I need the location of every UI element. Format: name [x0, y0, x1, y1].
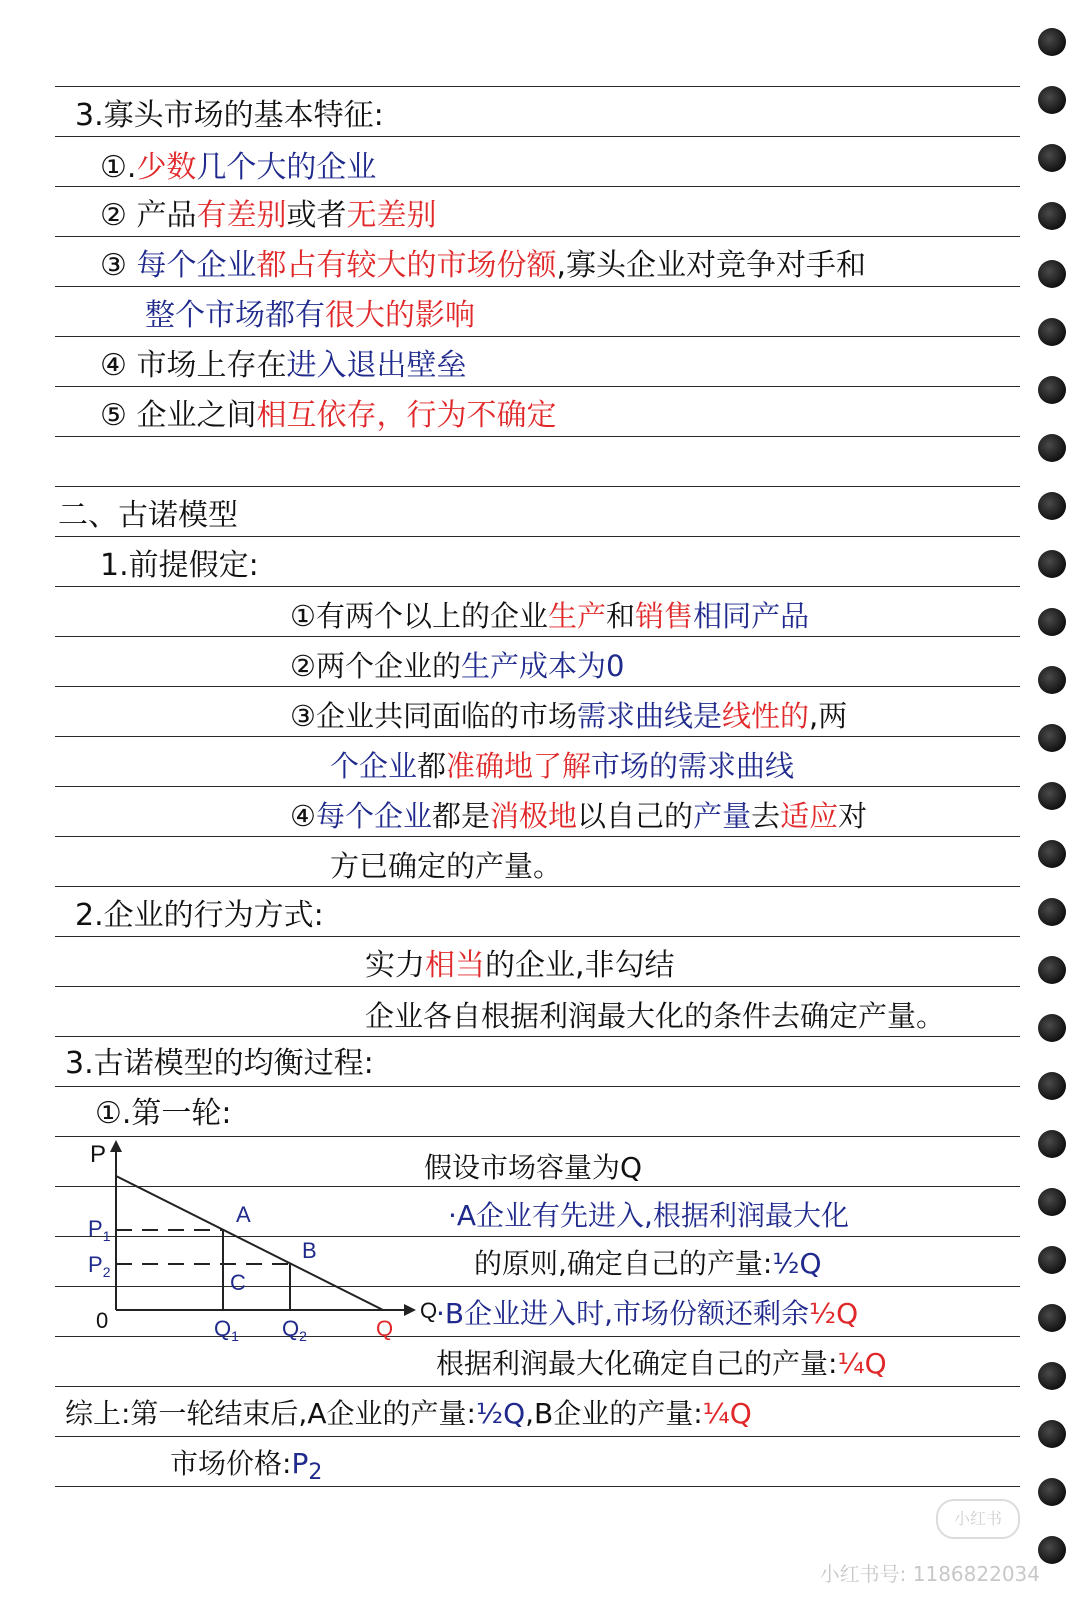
p2-a4-red2: 适应	[780, 799, 839, 833]
p2-assumption4	[290, 798, 867, 834]
p2-a3-d: 个企业	[330, 749, 418, 783]
s3-item4-num: ④	[100, 348, 127, 383]
p2-c4	[436, 1296, 858, 1332]
graph-origin: 0	[96, 1308, 109, 1333]
p2-a3-red: 线性的	[722, 699, 810, 733]
graph-point-c: C	[230, 1270, 246, 1295]
s3-item3-num: ③	[100, 248, 127, 283]
s3-item5-a: 企业之间	[136, 398, 257, 433]
p2-c4-a: ·B企业进入时,市场份额还剩余	[436, 1297, 810, 1330]
section3-title: 3.寡头市场的基本特征:	[75, 98, 384, 133]
p2-b1-red: 相当	[425, 948, 485, 983]
p2-price-b: P	[291, 1447, 309, 1480]
s3-item3-red: 都占有较大的市场份额	[256, 248, 557, 283]
p2-behavior2: 企业各自根据利润最大化的条件去确定产量。	[365, 999, 946, 1033]
p2-a4-c: 以自己的	[577, 799, 694, 833]
p2-a3-c: ,两	[809, 699, 848, 733]
p2-a4-e: 去	[751, 799, 781, 833]
graph-q1-label: $Q_1$	[214, 1316, 239, 1344]
s3-item2	[100, 198, 436, 234]
p2-assumption1	[290, 598, 809, 634]
s3-item3-red2: 很大的影响	[325, 298, 475, 333]
p2-behavior1	[365, 948, 675, 984]
p2-b1-b: 的企业,非勾结	[485, 948, 675, 983]
graph-x-label: Q	[420, 1298, 438, 1323]
p2-sub3: 3.古诺模型的均衡过程:	[65, 1046, 374, 1081]
p2-a2-b: 生产成本为0	[461, 649, 625, 683]
p2-c3-a: 的原则,确定自己的产量:	[474, 1247, 773, 1280]
p2-a1-b: 相同产品	[693, 599, 810, 633]
p2-a3-a: 企业共同面临的市场	[316, 699, 578, 733]
graph-point-b: B	[302, 1238, 317, 1263]
p2-a3-num: ③	[290, 699, 316, 733]
p2-c5-a: 根据利润最大化确定自己的产量:	[436, 1347, 838, 1380]
p2-a3-f: 市场的需求曲线	[591, 749, 795, 783]
cournot-graph	[78, 1138, 438, 1348]
y-axis-arrow	[110, 1140, 122, 1152]
part2-title: 二、古诺模型	[58, 498, 238, 533]
graph-p2-label: $P_2$	[88, 1252, 111, 1280]
s3-item4-b: 进入退出壁垒	[286, 348, 467, 383]
p2-c2	[448, 1198, 849, 1234]
p2-a4-f: 对	[838, 799, 868, 833]
s3-item5	[100, 398, 556, 434]
s3-item2-num: ②	[100, 198, 127, 233]
p2-sum-d: ¼Q	[702, 1397, 752, 1430]
graph-y-label: P	[90, 1141, 107, 1168]
s3-item3-cont	[145, 298, 475, 334]
p2-c5	[436, 1346, 887, 1382]
graph-p1-label: $P_1$	[88, 1216, 111, 1244]
s3-item1-num: ①.	[100, 150, 137, 185]
p2-a1-num: ①	[290, 599, 316, 633]
s3-item2-red2: 无差别	[346, 198, 437, 233]
p2-a2-a: 两个企业的	[316, 649, 462, 683]
s3-item1-tail: 几个大的企业	[196, 150, 377, 185]
graph-point-a: A	[236, 1202, 251, 1227]
s3-item4	[100, 348, 466, 384]
p2-a1-a: 有两个以上的企业	[316, 599, 549, 633]
p2-assumption2	[290, 648, 624, 684]
p2-c2-text: ·A企业有先进入,根据利润最大化	[448, 1199, 849, 1232]
s3-item3-b: ,寡头企业对竞争对手和	[556, 248, 866, 283]
demand-line	[116, 1176, 383, 1310]
p2-assumption3-cont	[330, 748, 794, 784]
s3-item2-mid: 或者	[286, 198, 347, 233]
s3-item3-a: 每个企业	[136, 248, 257, 283]
p2-c3	[474, 1246, 822, 1282]
p2-assumption4-cont: 方已确定的产量。	[330, 849, 563, 883]
p2-a1-mid: 和	[606, 599, 636, 633]
p2-a4-b: 都是	[432, 799, 491, 833]
p2-a1-red1: 生产	[548, 599, 607, 633]
p2-sum-a: 综上:第一轮结束后,A企业的产量:	[65, 1397, 476, 1430]
p2-sum-c: ,B企业的产量:	[525, 1397, 703, 1430]
s3-item3-c: 整个市场都有	[145, 298, 325, 333]
p2-a1-red2: 销售	[635, 599, 694, 633]
p2-sub2: 2.企业的行为方式:	[75, 898, 324, 933]
p2-sum-b: ½Q	[475, 1397, 526, 1430]
watermark-logo: 小红书	[936, 1499, 1020, 1539]
x-axis-arrow	[404, 1304, 416, 1316]
p2-c1: 假设市场容量为Q	[424, 1151, 643, 1184]
s3-item5-red: 相互依存，行为不确定	[256, 398, 557, 433]
watermark-text: 小红书号: 1186822034	[819, 1562, 1040, 1586]
p2-assumption3	[290, 698, 847, 734]
s3-item2-red1: 有差别	[196, 198, 287, 233]
p2-a2-num: ②	[290, 649, 316, 683]
p2-a4-a: 每个企业	[316, 799, 433, 833]
s3-item1	[100, 150, 376, 186]
graph-q2-label: $Q_2$	[282, 1316, 307, 1344]
p2-summary	[65, 1396, 752, 1432]
p2-c5-b: ¼Q	[837, 1347, 887, 1380]
p2-a4-d: 产量	[693, 799, 752, 833]
p2-round1: ①.第一轮:	[95, 1096, 232, 1131]
p2-a4-num: ④	[290, 799, 316, 833]
p2-c3-b: ½Q	[772, 1247, 822, 1280]
p2-a3-b: 需求曲线是	[577, 699, 723, 733]
p2-price-a: 市场价格:	[170, 1447, 292, 1480]
s3-item4-a: 市场上存在	[136, 348, 287, 383]
s3-item1-red: 少数	[136, 150, 197, 185]
p2-price-sub: 2	[308, 1460, 323, 1485]
p2-a4-red: 消极地	[490, 799, 578, 833]
p2-c4-b: ½Q	[809, 1297, 859, 1330]
s3-item5-num: ⑤	[100, 398, 127, 433]
p2-a3-red2: 准确地了解	[446, 749, 592, 783]
p2-sub1: 1.前提假定:	[100, 548, 259, 583]
s3-item2-a: 产品	[136, 198, 197, 233]
p2-b1-a: 实力	[365, 948, 425, 983]
s3-item3	[100, 248, 866, 284]
p2-price	[170, 1446, 322, 1491]
graph-q-end: Q	[376, 1316, 394, 1341]
p2-a3-e: 都	[417, 749, 447, 783]
